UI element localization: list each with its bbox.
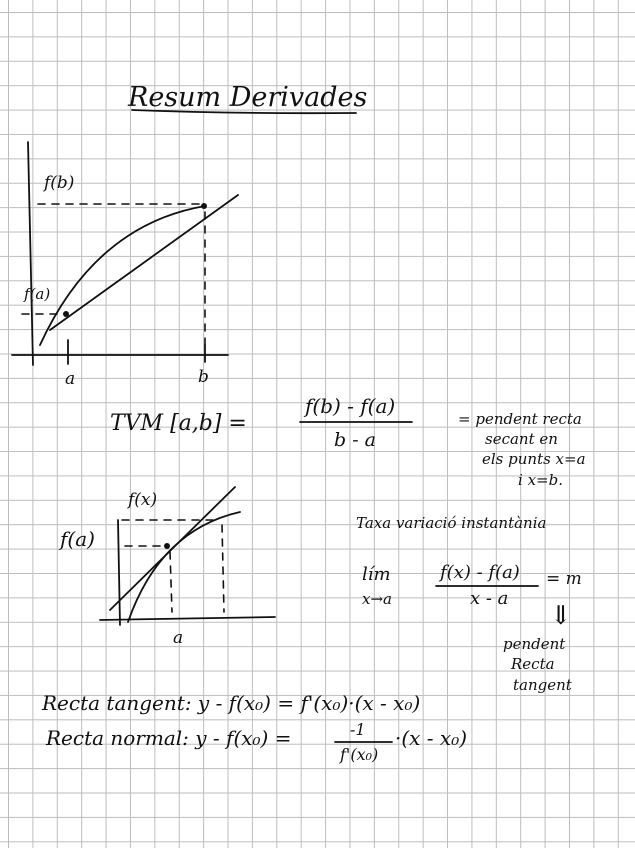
tvm-note-line-4: i x=b.	[518, 471, 563, 489]
tvm-note-line-3: els punts x=a	[482, 450, 586, 468]
tangent-point	[164, 543, 170, 549]
normal-denominator: f'(x₀)	[340, 745, 379, 764]
secant-line	[50, 195, 238, 330]
equals-m: = m	[546, 569, 582, 589]
a-label-2: a	[173, 628, 184, 648]
instant-note-line-3: tangent	[513, 676, 572, 694]
a-label: a	[65, 369, 76, 389]
tvm-note-line-2: secant en	[485, 430, 558, 448]
a-guide-line	[170, 552, 172, 612]
instant-denominator: x - a	[470, 588, 509, 609]
tvm-denominator: b - a	[334, 429, 376, 451]
y-axis-2	[118, 520, 120, 625]
x-guide-line	[222, 525, 224, 612]
tvm-numerator: f(b) - f(a)	[305, 394, 396, 418]
function-curve	[40, 206, 205, 345]
b-label: b	[198, 367, 209, 387]
point-b	[201, 203, 207, 209]
instant-note-line-2: Recta	[511, 655, 555, 673]
secant-graph	[12, 142, 238, 389]
tangent-formula: Recta tangent: y - f(x₀) = f'(x₀)·(x - x₀)	[42, 691, 421, 715]
fa-label: f(a)	[24, 285, 51, 303]
fx-label: f(x)	[128, 490, 158, 510]
limit-subscript: x→a	[362, 590, 392, 608]
instant-heading: Taxa variació instantània	[356, 514, 547, 532]
instant-numerator: f(x) - f(a)	[440, 562, 520, 583]
fa-label-2: f(a)	[60, 527, 95, 551]
tvm-lhs: TVM [a,b] =	[110, 411, 247, 436]
normal-formula-rhs: ·(x - x₀)	[395, 726, 468, 750]
point-a	[63, 311, 69, 317]
normal-numerator: -1	[350, 720, 366, 739]
normal-formula-lhs: Recta normal: y - f(x₀) =	[46, 726, 292, 750]
limit-symbol: lím	[362, 564, 391, 585]
tvm-note-line-1: = pendent recta	[458, 410, 582, 428]
page-title: Resum Derivades	[128, 82, 368, 113]
implies-arrow: ⇓	[550, 601, 572, 631]
y-axis	[28, 142, 33, 365]
x-axis-2	[100, 617, 275, 620]
tangent-graph	[58, 487, 275, 648]
instant-note-line-1: pendent	[503, 635, 566, 653]
fb-label: f(b)	[44, 173, 75, 193]
